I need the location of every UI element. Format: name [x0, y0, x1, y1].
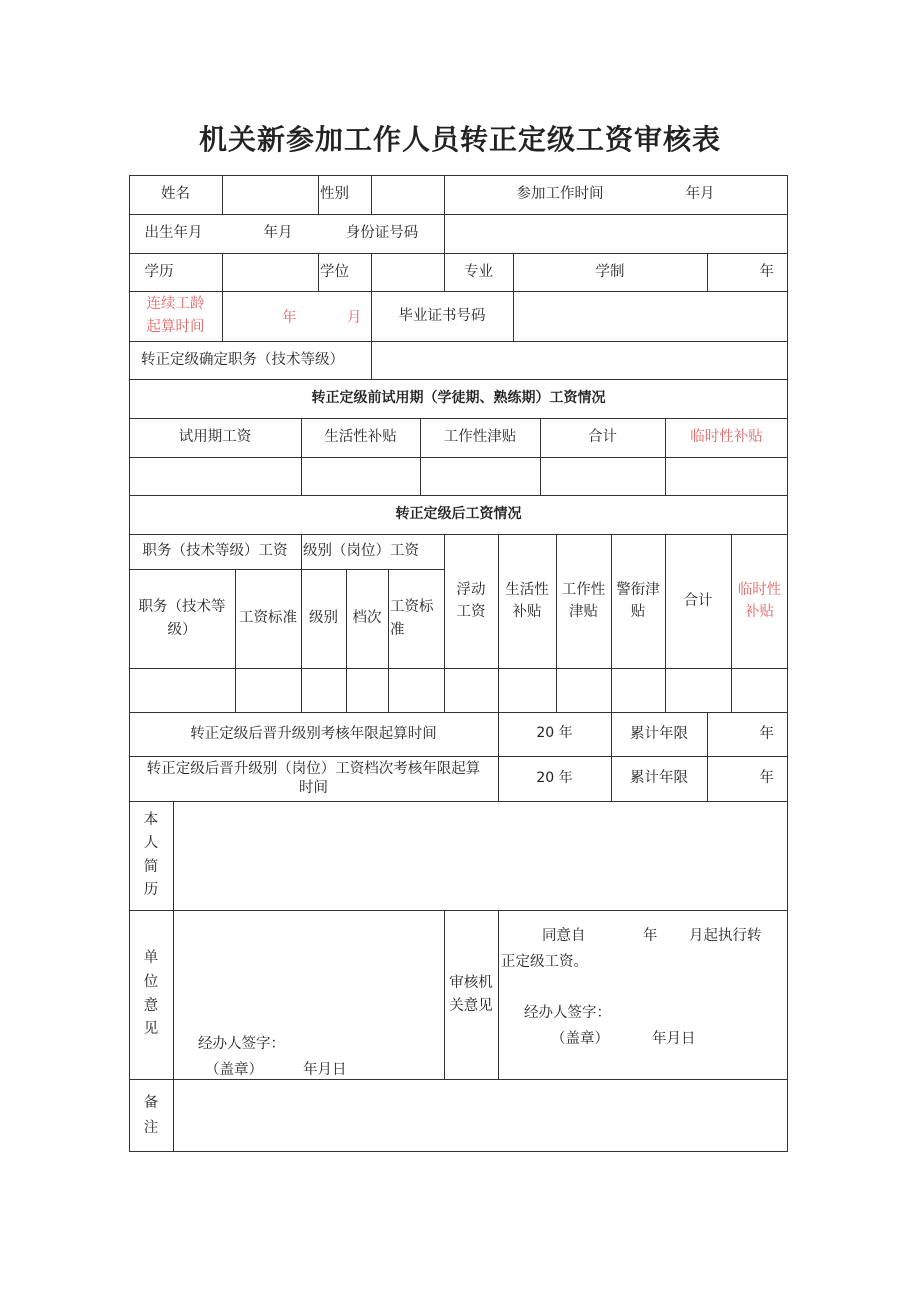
- promotion-row2-year[interactable]: 20 年: [536, 769, 573, 786]
- temp-allowance-header: 临时性补贴: [690, 429, 763, 446]
- after-temp-header: 临时性 补贴: [737, 581, 782, 620]
- work-allowance-cell[interactable]: [420, 457, 540, 495]
- after-grade-cell[interactable]: [301, 668, 346, 712]
- living-allowance-header: 生活性补贴: [324, 429, 397, 446]
- work-allowance-header: 工作性津贴: [443, 429, 517, 446]
- seniority-label: [129, 291, 222, 341]
- temp-allowance-cell[interactable]: [665, 457, 788, 495]
- schooling-label: 学制: [595, 263, 625, 280]
- education-field[interactable]: [222, 253, 318, 291]
- name-field[interactable]: [222, 175, 318, 214]
- degree-label: 学位: [320, 263, 349, 280]
- position-tech-header: 职务（技术等 级）: [138, 599, 226, 638]
- promotion-row1-accum-label: 累计年限: [630, 725, 688, 742]
- birth-label: 出生年月: [144, 225, 203, 242]
- diploma-field[interactable]: [513, 291, 788, 341]
- degree-field[interactable]: [371, 253, 444, 291]
- seniority-month: 月: [347, 310, 362, 326]
- birth-value[interactable]: 年月: [263, 225, 293, 242]
- police-allowance-header: 警衔津 贴: [616, 581, 660, 620]
- after-total-header: 合计: [683, 592, 713, 609]
- position-field[interactable]: [371, 341, 788, 379]
- position-label: 转正定级确定职务（技术等级）: [141, 351, 344, 368]
- gender-label: 性别: [320, 186, 349, 203]
- after-living-cell[interactable]: [498, 668, 556, 712]
- education-label: 学历: [144, 263, 174, 280]
- page-title: 机关新参加工作人员转正定级工资审核表: [198, 123, 721, 156]
- major-label: 专业: [464, 263, 493, 280]
- promotion-row2-accum-label: 累计年限: [630, 770, 688, 787]
- review-agree-month: 月起执行转: [689, 928, 762, 944]
- grade-wage-header: 级别（岗位）工资: [303, 543, 419, 560]
- id-label: 身份证号码: [345, 225, 419, 242]
- after-temp-cell[interactable]: [731, 668, 788, 712]
- after-step-cell[interactable]: [346, 668, 388, 712]
- promotion-row1-year[interactable]: 20 年: [536, 725, 573, 742]
- seniority-label-line1: 连续工龄: [146, 295, 205, 312]
- probation-wage-header: 试用期工资: [178, 429, 252, 446]
- review-agree-line2: 正定级工资。: [501, 954, 588, 970]
- id-field[interactable]: [444, 214, 788, 253]
- after-working-header: 工作性 津贴: [561, 581, 606, 620]
- probation-wage-cell[interactable]: [129, 457, 301, 495]
- work-start-value[interactable]: 年月: [685, 186, 715, 203]
- grade-header: 级别: [309, 610, 338, 627]
- review-agree-from: 同意自: [542, 928, 586, 944]
- seniority-label-line2: 起算时间: [146, 319, 205, 335]
- work-start-label: 参加工作时间: [516, 186, 604, 203]
- after-position-cell[interactable]: [129, 668, 235, 712]
- unit-seal: （盖章）: [205, 1062, 263, 1078]
- remarks-label: 备 注: [143, 1094, 159, 1136]
- after-floating-cell[interactable]: [444, 668, 498, 712]
- living-allowance-cell[interactable]: [301, 457, 420, 495]
- probation-section-title: 转正定级前试用期（学徒期、熟练期）工资情况: [311, 389, 606, 406]
- after-section-title: 转正定级后工资情况: [395, 505, 522, 522]
- diploma-label: 毕业证书号码: [398, 307, 486, 324]
- after-working-cell[interactable]: [556, 668, 611, 712]
- total-header: 合计: [588, 429, 617, 446]
- unit-handler-signature: 经办人签字：: [198, 1036, 285, 1052]
- gender-field[interactable]: [371, 175, 444, 214]
- promotion-row2-label: 转正定级后晋升级别（岗位）工资档次考核年限起算 时间: [146, 760, 481, 796]
- post-wage-header: 职务（技术等级）工资: [142, 543, 288, 560]
- remarks-field[interactable]: [173, 1079, 788, 1152]
- name-label: 姓名: [161, 186, 190, 203]
- after-total-cell[interactable]: [665, 668, 731, 712]
- review-handler-signature: 经办人签字：: [524, 1005, 611, 1021]
- schooling-unit: 年: [759, 263, 774, 280]
- seniority-year: 年: [282, 310, 297, 326]
- review-date: 年月日: [652, 1031, 696, 1047]
- after-grade-standard-cell[interactable]: [388, 668, 444, 712]
- review-seal: （盖章）: [551, 1031, 609, 1047]
- step-header: 档次: [352, 610, 382, 627]
- wage-standard-header: 工资标准: [239, 610, 297, 627]
- promotion-row1-unit[interactable]: 年: [759, 725, 774, 742]
- review-agree-year: 年: [643, 928, 658, 944]
- resume-label: 本 人 简 历: [143, 812, 159, 898]
- after-standard-cell[interactable]: [235, 668, 301, 712]
- review-opinion-label: 审核机 关意见: [449, 975, 493, 1014]
- after-living-header: 生活性 补贴: [505, 581, 549, 620]
- floating-wage-header: 浮动 工资: [456, 581, 486, 620]
- grade-wage-standard-header: 工资标 准: [390, 599, 434, 638]
- unit-opinion-label: 单 位 意 见: [143, 949, 159, 1038]
- resume-field[interactable]: [173, 801, 788, 910]
- promotion-row1-label: 转正定级后晋升级别考核年限起算时间: [190, 725, 437, 742]
- unit-date: 年月日: [303, 1062, 347, 1078]
- total-cell[interactable]: [540, 457, 665, 495]
- after-police-cell[interactable]: [611, 668, 665, 712]
- promotion-row2-unit[interactable]: 年: [759, 770, 774, 787]
